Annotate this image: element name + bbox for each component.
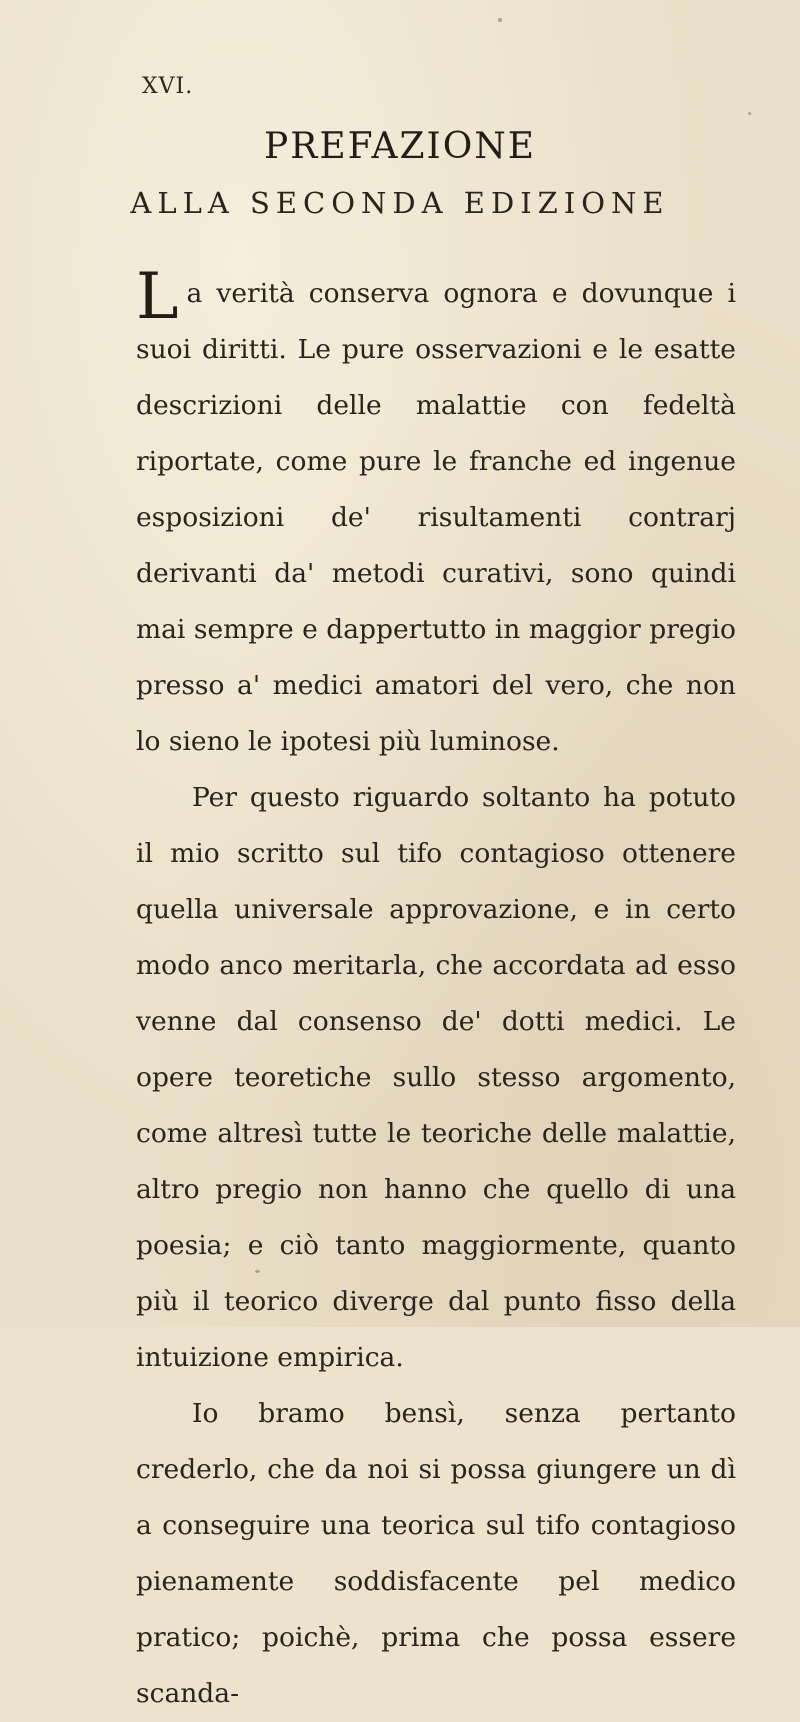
page-title: PREFAZIONE: [264, 126, 536, 167]
page-number: XVI.: [142, 74, 194, 99]
paragraph-1-text: a verità conserva ognora e dovunque i suoi diritti. Le pure osservazioni e le esatte descrizioni delle malattie con fedeltà riportate, come pure le franche ed ingenue esposizioni de' risultamenti contrarj derivanti da' metodi curativi, sono quindi mai sempre e dappertutto in maggior pregio presso a' medici amatori del vero, che non lo sieno le ipotesi più luminose.: [136, 278, 736, 757]
paragraph-1: [136, 260, 736, 770]
paper-speck: [748, 112, 751, 115]
paper-speck: [498, 18, 502, 22]
page-subtitle: ALLA SECONDA EDIZIONE: [130, 186, 670, 220]
drop-cap: L: [136, 260, 179, 334]
paper-speck: [255, 1270, 260, 1273]
body-text: [136, 260, 736, 1722]
paragraph-2: Per questo riguardo soltanto ha potuto il mio scritto sul tifo contagioso ottenere quella universale approvazione, e in certo modo anco meritarla, che accordata ad esso venne dal consenso de' dotti medici. Le opere teoretiche sullo stesso argomento, come altresì tutte le teoriche delle malattie, altro pregio non hanno che quello di una poesia; e ciò tanto maggiormente, quanto più il teorico diverge dal punto fisso della intuizione empirica.: [136, 782, 736, 1373]
paragraph-3: Io bramo bensì, senza pertanto crederlo, che da noi si possa giungere un dì a conseguire una teorica sul tifo contagioso pienamente soddisfacente pel medico pratico; poichè, prima che possa essere scanda-: [136, 1398, 736, 1709]
